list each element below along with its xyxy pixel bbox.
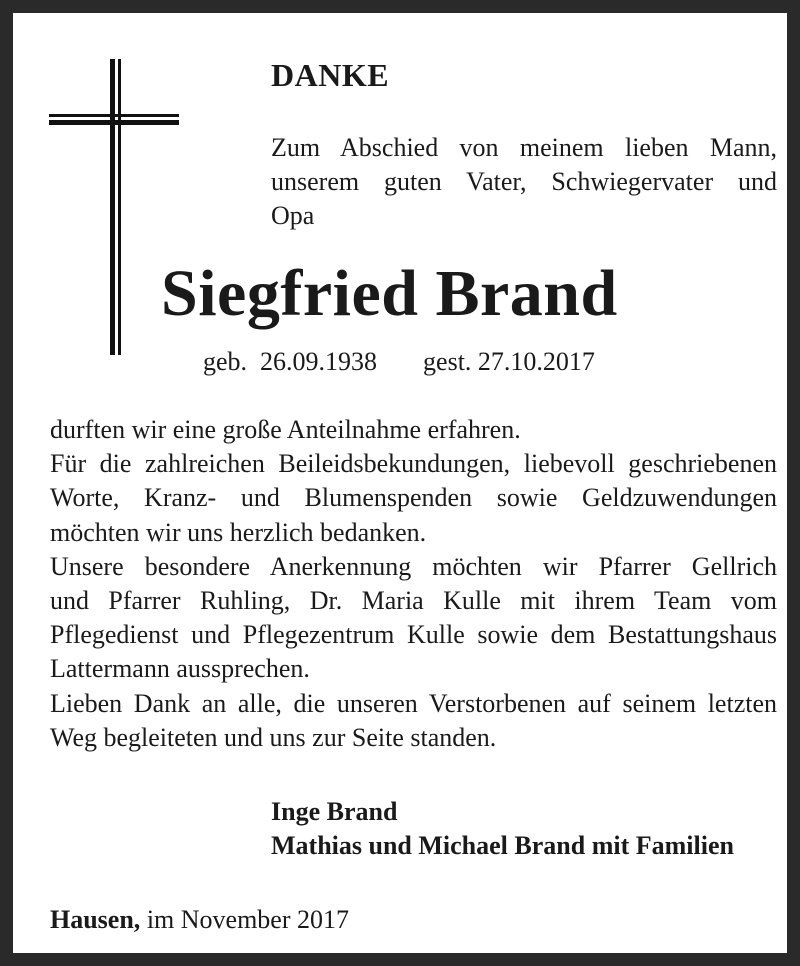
signatures	[271, 795, 734, 863]
body-line: Unsere besondere Anerkennung möchten wir Pfarrer Gellrich	[50, 551, 777, 581]
body-line: Weg begleiteten und uns zur Seite standen.	[50, 722, 497, 752]
date: im November 2017	[146, 905, 349, 934]
intro-line: Zum Abschied von meinem lieben Mann,	[271, 133, 777, 162]
deceased-name: Siegfried Brand	[161, 257, 618, 330]
place-date	[50, 903, 349, 937]
body-line: Lattermann aussprechen.	[50, 654, 310, 684]
life-dates	[203, 345, 595, 379]
intro-line: unserem guten Vater, Schwiegervater und	[271, 167, 777, 196]
cross-icon	[49, 59, 179, 355]
body-line: durften wir eine große Anteilnahme erfahren.	[50, 415, 521, 444]
heading: DANKE	[271, 57, 390, 93]
signature-line: Mathias und Michael Brand mit Familien	[271, 831, 734, 860]
birth-date: geb. 26.09.1938	[203, 347, 378, 376]
thanks-text	[50, 413, 777, 755]
body-line: Worte, Kranz- und Blumenspenden sowie Geldzuwendungen	[50, 483, 777, 513]
body-line: und Pfarrer Ruhling, Dr. Maria Kulle mit ihrem Team vom	[50, 586, 777, 616]
body-line: Für die zahlreichen Beileidsbekundungen, liebevoll geschriebenen	[50, 449, 777, 479]
body-line: möchten wir uns herzlich bedanken.	[50, 517, 427, 547]
body-line: Lieben Dank an alle, die unseren Verstorbenen auf seinem letzten	[50, 688, 777, 718]
death-date: gest. 27.10.2017	[423, 347, 595, 376]
body-line: Pflegedienst und Pflegezentrum Kulle sowie dem Bestattungshaus	[50, 620, 777, 650]
place: Hausen,	[50, 905, 141, 934]
signature-line: Inge Brand	[271, 797, 398, 826]
intro-text	[271, 131, 777, 233]
intro-line: Opa	[271, 201, 315, 230]
